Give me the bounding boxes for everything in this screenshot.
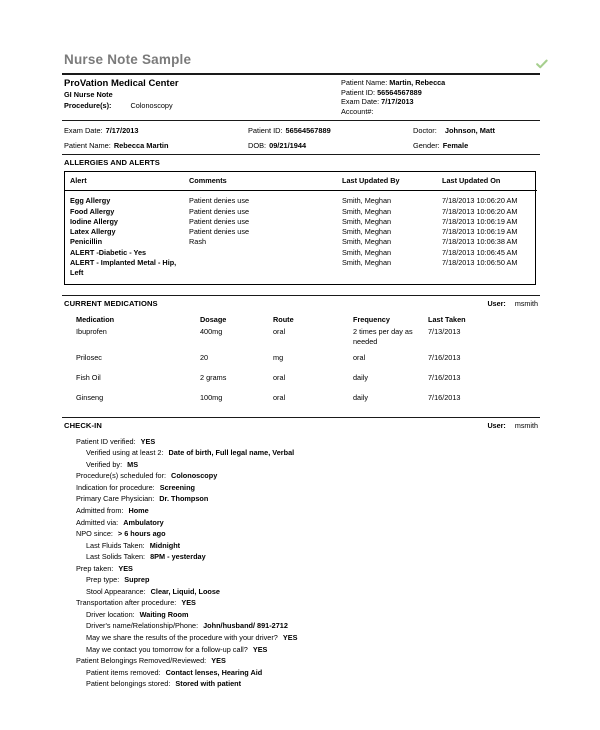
field-value: Female [442,141,469,150]
cell-updated-on: 7/18/2013 10:06:20 AM [442,206,518,216]
field-label: Patient Name: [64,141,111,150]
cell-updated-on: 7/18/2013 10:06:45 AM [442,247,518,257]
patient-doctor [413,123,495,138]
field-value: 56564567889 [285,126,331,135]
checkin-item-label: NPO since: [76,529,113,539]
checkin-item-value: YES [252,644,268,654]
column-header-last-taken: Last Taken [428,314,466,324]
column-header-alert: Alert [65,172,189,191]
checkin-item-value: Contact lenses, Hearing Aid [165,667,263,677]
field-value: Johnson, Matt [444,126,495,135]
checkin-item-value: Date of birth, Full legal name, Verbal [168,448,295,458]
cell-route: oral [273,392,286,402]
field-label: Exam Date: [64,126,103,135]
document-body [62,52,540,690]
cell-updated-on: 7/18/2013 10:06:20 AM [442,196,518,206]
facility-right-block [341,78,541,116]
cell-updated-by: Smith, Meghan [342,196,392,206]
cell-updated-by: Smith, Meghan [342,216,392,226]
header-field-patient-id [341,88,541,98]
checkin-item-label: Stool Appearance: [86,586,146,596]
spacer-cell [64,393,76,413]
table-row [65,227,537,237]
cell-last-taken: 7/16/2013 [428,352,461,362]
cell-dosage: 2 grams [200,372,227,382]
cell-comments: Patient denies use [189,196,250,206]
cell-medication: Ginseng [76,392,104,402]
cell-medication: Ibuprofen [76,326,107,336]
page-title: Nurse Note Sample [64,52,192,67]
allergies-table [65,172,537,284]
field-value: Rebecca Martin [113,141,169,150]
spacer-cell [64,353,76,373]
column-header-frequency: Frequency [353,314,390,324]
checkin-item [62,505,540,517]
patient-summary-bar [62,121,540,154]
checkin-item [62,528,540,540]
patient-name [64,138,168,153]
medications-table-container [62,312,540,417]
cell-updated-on: 7/18/2013 10:06:50 AM [442,258,518,268]
checkin-heading-text: CHECK-IN [64,420,102,430]
checkin-item [62,574,540,586]
cell-frequency: oral [353,352,366,362]
table-row [65,258,537,284]
checkin-item [62,620,540,632]
table-header-row [65,172,537,191]
checkin-item-label: Last Solids Taken: [86,552,146,562]
checkin-item-label: Driver's name/Relationship/Phone: [86,621,199,631]
checkin-item-value: YES [282,632,298,642]
checkin-item [62,609,540,621]
checkin-item-label: Last Fluids Taken: [86,540,145,550]
checkin-item-value: Midnight [149,540,181,550]
table-row [64,353,536,373]
checkin-item [62,597,540,609]
checkin-item [62,540,540,552]
patient-gender [413,138,468,153]
checkin-item [62,470,540,482]
cell-dosage: 400mg [200,326,223,336]
cell-updated-by: Smith, Meghan [342,247,392,257]
checkin-item [62,632,540,644]
column-header-last-updated-by: Last Updated By [342,172,442,191]
cell-alert: Penicillin [70,237,103,247]
checkin-item-value: Waiting Room [139,609,189,619]
checkin-item [62,436,540,448]
checkin-item-value: Ambulatory [123,517,164,527]
facility-name: ProVation Medical Center [64,78,179,89]
table-row [65,237,537,247]
cell-updated-on: 7/18/2013 10:06:38 AM [442,237,518,247]
checkin-item-label: Admitted from: [76,505,124,515]
checkin-item-value: John/husband/ 891-2712 [203,621,288,631]
patient-exam-date [64,123,139,138]
cell-updated-by: Smith, Meghan [342,206,392,216]
checkin-item-label: Patient Belongings Removed/Reviewed: [76,656,207,666]
checkin-item [62,667,540,679]
cell-comments: Patient denies use [189,216,250,226]
header-field-exam-date [341,97,541,107]
cell-route: oral [273,372,286,382]
header-field-patient-name [341,78,541,88]
checkin-item [62,678,540,690]
spacer-cell [64,315,76,327]
checkin-user [487,421,538,431]
column-header-medication: Medication [76,314,115,324]
checkin-item-label: May we share the results of the procedure with your driver? [86,632,278,642]
field-label: Doctor: [413,126,437,135]
patient-id [248,123,331,138]
user-label: User: [487,420,506,430]
checkin-item-value: MS [127,459,139,469]
user-value: msmith [514,420,538,430]
column-header-route: Route [273,314,294,324]
header-field-label: Patient ID: [341,87,376,97]
allergies-table-container [64,171,536,285]
checkin-item [62,493,540,505]
cell-comments [189,248,342,258]
medications-table [64,315,536,413]
patient-dob [248,138,306,153]
patient-summary-row [62,123,540,138]
medications-heading-text: CURRENT MEDICATIONS [64,298,158,308]
column-header-last-updated-on: Last Updated On [442,172,537,191]
checkin-item-value: Home [128,505,149,515]
checkin-item-label: Verified by: [86,459,123,469]
field-value: 7/17/2013 [105,126,139,135]
checkin-item [62,551,540,563]
cell-alert: Egg Allergy [70,196,111,206]
cell-medication: Fish Oil [76,372,101,382]
cell-last-taken: 7/13/2013 [428,326,461,336]
header-field-label: Account#: [341,106,374,116]
cell-comments [189,258,342,284]
checkin-item-value: Clear, Liquid, Loose [150,586,220,596]
checkin-item-label: Patient items removed: [86,667,161,677]
cell-comments: Patient denies use [189,206,250,216]
cell-updated-on: 7/18/2013 10:06:19 AM [442,227,518,237]
cell-alert: Latex Allergy [70,227,116,237]
checkin-item [62,655,540,667]
header-field-label: Patient Name: [341,78,388,87]
table-row [65,191,537,207]
checkin-item-value: Screening [159,482,195,492]
checkin-item-label: Indication for procedure: [76,482,155,492]
cell-dosage: 100mg [200,392,223,402]
note-type: GI Nurse Note [64,89,113,99]
checkin-item-label: Primary Care Physician: [76,494,155,504]
header-field-label: Exam Date: [341,97,380,107]
header-field-value: 56564567889 [377,87,422,97]
table-row [65,248,537,258]
field-label: Gender: [413,141,440,150]
field-value: 09/21/1944 [269,141,307,150]
column-header-comments: Comments [189,172,342,191]
field-label: Patient ID: [248,126,283,135]
checkin-item-label: May we contact you tomorrow for a follow-up call? [86,644,248,654]
header-field-value: 7/17/2013 [381,97,414,107]
checkin-section-heading [62,418,540,434]
checkin-item-label: Patient ID verified: [76,436,136,446]
checkin-item [62,644,540,656]
spacer-cell [64,373,76,393]
header-field-account [341,107,541,117]
table-row [64,393,536,413]
table-row [64,327,536,353]
medications-section-heading [62,296,540,312]
checkin-item-label: Transportation after procedure: [76,598,177,608]
table-row [65,207,537,217]
procedures-label: Procedure(s): [64,101,112,110]
checkin-item-value: YES [140,436,156,446]
cell-comments: Patient denies use [189,227,250,237]
cell-route: mg [273,352,284,362]
cell-alert: ALERT -Diabetic - Yes [70,247,147,257]
checkin-item [62,482,540,494]
facility-header [62,75,540,120]
table-header-row [64,315,536,327]
column-header-dosage: Dosage [200,314,227,324]
cell-last-taken: 7/16/2013 [428,372,461,382]
allergies-section-heading: ALLERGIES AND ALERTS [64,158,160,167]
cell-updated-by: Smith, Meghan [342,237,392,247]
table-row [65,217,537,227]
cell-route: oral [273,326,286,336]
cell-comments: Rash [189,237,207,247]
checkin-item-label: Admitted via: [76,517,119,527]
cell-updated-by: Smith, Meghan [342,227,392,237]
cell-alert: Food Allergy [70,206,115,216]
checkin-item-value: Stored with patient [175,679,242,689]
checkin-item-value: YES [118,563,133,573]
field-label: DOB: [248,141,267,150]
cell-frequency: daily [353,392,369,402]
checkin-item-value: > 6 hours ago [117,529,166,539]
checkin-item-value: 8PM - yesterday [150,552,206,562]
checkin-item-label: Prep taken: [76,563,114,573]
checkin-item [62,459,540,471]
checkin-item-value: YES [181,598,196,608]
checkin-item-value: Colonoscopy [171,471,218,481]
cell-last-taken: 7/16/2013 [428,392,461,402]
checkin-item-value: Dr. Thompson [159,494,209,504]
spacer-cell [64,327,76,353]
checkin-item-label: Prep type: [86,575,120,585]
user-value: msmith [514,298,538,308]
checkin-item [62,563,540,575]
checkin-item [62,517,540,529]
table-row [64,373,536,393]
cell-medication: Prilosec [76,352,102,362]
medications-user [487,299,538,309]
cell-alert: Iodine Allergy [70,216,118,226]
cell-updated-on: 7/18/2013 10:06:19 AM [442,216,518,226]
checkin-item-label: Verified using at least 2: [86,448,164,458]
checkin-item-label: Driver location: [86,609,135,619]
header-field-value: Martin, Rebecca [389,78,446,87]
patient-summary-row [62,138,540,153]
procedures-value: Colonoscopy [130,101,173,110]
checkin-field-list [62,434,540,690]
cell-dosage: 20 [200,352,209,362]
checkin-item-label: Patient belongings stored: [86,679,171,689]
checkin-item [62,586,540,598]
user-label: User: [487,298,506,308]
cell-alert: ALERT - Implanted Metal - Hip, Left [70,258,177,278]
cell-frequency: 2 times per day as needed [353,326,413,346]
cell-frequency: daily [353,372,369,382]
checkin-item-label: Procedure(s) scheduled for: [76,471,167,481]
checkin-item-value: YES [211,656,226,666]
cell-updated-by: Smith, Meghan [342,258,392,268]
checkin-item-value: Suprep [124,575,150,585]
checkin-item [62,447,540,459]
